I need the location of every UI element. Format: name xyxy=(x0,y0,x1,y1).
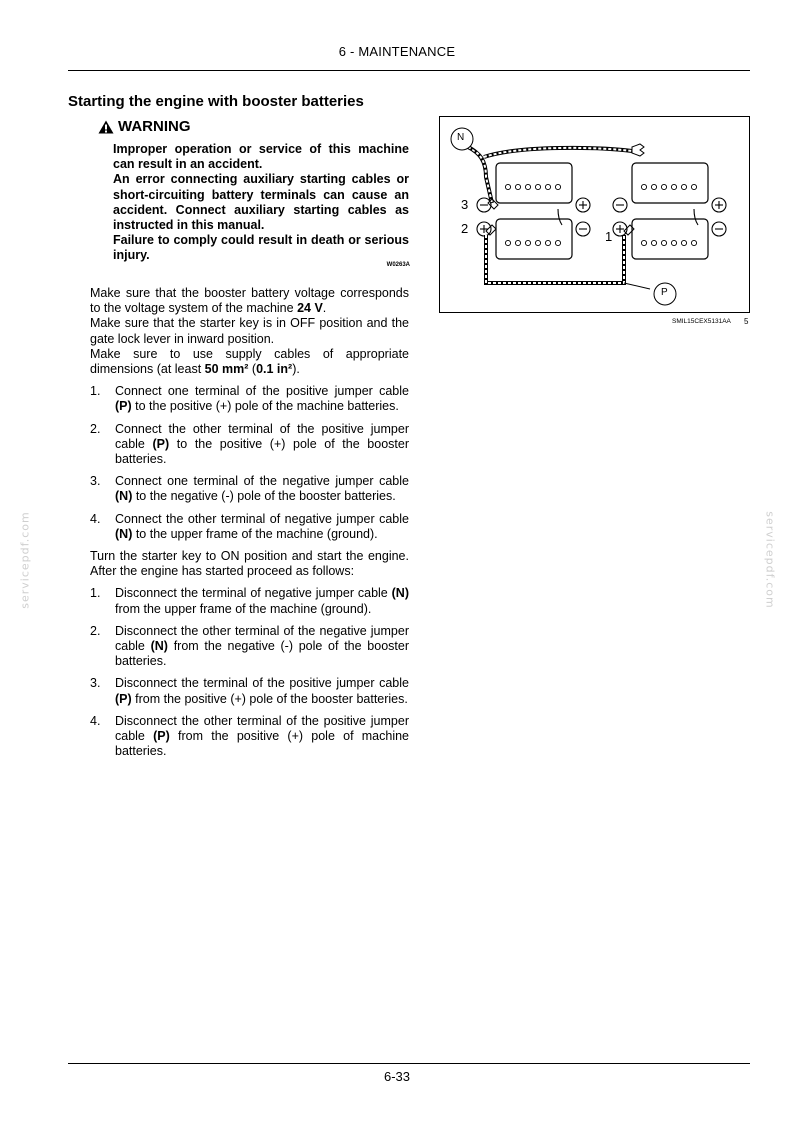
label-1: 1 xyxy=(605,229,613,244)
warning-line: An error connecting auxiliary starting cables or short-circuiting battery terminals can cause an accident. Connect auxiliary starting cables as instructed in this manual. xyxy=(113,172,409,233)
section-title: Starting the engine with booster batteries xyxy=(68,93,364,110)
list-item: 4. Connect the other terminal of negative jumper cable (N) to the upper frame of the machine (ground). xyxy=(90,511,409,541)
header-divider xyxy=(68,70,750,71)
intro-cable-size: Make sure to use supply cables of appropriate dimensions (at least 50 mm² (0.1 in²). xyxy=(90,346,409,377)
page-header-title: 6 - MAINTENANCE xyxy=(338,44,456,59)
booster-battery-bottom xyxy=(496,219,572,259)
figure-number: 5 xyxy=(744,317,749,326)
page-number: 6-33 xyxy=(383,1069,411,1084)
intro-voltage: Make sure that the booster battery voltage corresponds to the voltage system of the machine 24 V. xyxy=(90,286,409,316)
label-n: N xyxy=(457,132,465,143)
label-p: P xyxy=(661,287,668,298)
disconnect-steps-list xyxy=(90,586,409,759)
label-2: 2 xyxy=(461,221,469,236)
jumper-cable-diagram xyxy=(439,116,750,313)
warning-line: Failure to comply could result in death or serious injury. xyxy=(113,233,409,263)
label-3: 3 xyxy=(461,197,469,212)
list-item: 3. Disconnect the terminal of the positive jumper cable (P) from the positive (+) pole of the booster batteries. xyxy=(90,676,409,706)
intro-starter-key: Make sure that the starter key is in OFF position and the gate lock lever in inward position. xyxy=(90,316,409,346)
list-item: 2. Disconnect the other terminal of the negative jumper cable (N) from the negative (-) pole of the booster batteries. xyxy=(90,623,409,669)
figure-code: SMIL15CEX5131AA xyxy=(672,318,731,325)
warning-code: W0263A xyxy=(386,262,410,268)
main-text-column xyxy=(90,286,409,766)
start-engine-text: Turn the starter key to ON position and start the engine. After the engine has started proceed as follows: xyxy=(90,549,409,579)
warning-triangle-icon xyxy=(98,120,114,134)
warning-line: Improper operation or service of this machine can result in an accident. xyxy=(113,142,409,172)
connect-steps-list xyxy=(90,384,409,542)
battery-diagram-svg xyxy=(440,117,751,314)
watermark-right: servicepdf.com xyxy=(763,511,777,609)
warning-heading xyxy=(98,118,191,135)
watermark-left: servicepdf.com xyxy=(18,511,32,609)
machine-battery-bottom xyxy=(632,219,708,259)
machine-battery-top xyxy=(632,163,708,203)
list-item: 2. Connect the other terminal of the positive jumper cable (P) to the positive (+) pole of the booster batteries. xyxy=(90,421,409,467)
list-item: 4. Disconnect the other terminal of the positive jumper cable (P) from the positive (+) pole of machine batteries. xyxy=(90,713,410,759)
list-item: 1. Disconnect the terminal of negative jumper cable (N) from the upper frame of the machine (ground). xyxy=(90,586,409,616)
warning-label: WARNING xyxy=(118,118,191,135)
warning-text xyxy=(113,142,409,264)
booster-battery-top xyxy=(496,163,572,203)
footer-divider xyxy=(68,1063,750,1064)
list-item: 1. Connect one terminal of the positive jumper cable (P) to the positive (+) pole of the machine batteries. xyxy=(90,384,409,414)
list-item: 3. Connect one terminal of the negative jumper cable (N) to the negative (-) pole of the booster batteries. xyxy=(90,474,409,504)
